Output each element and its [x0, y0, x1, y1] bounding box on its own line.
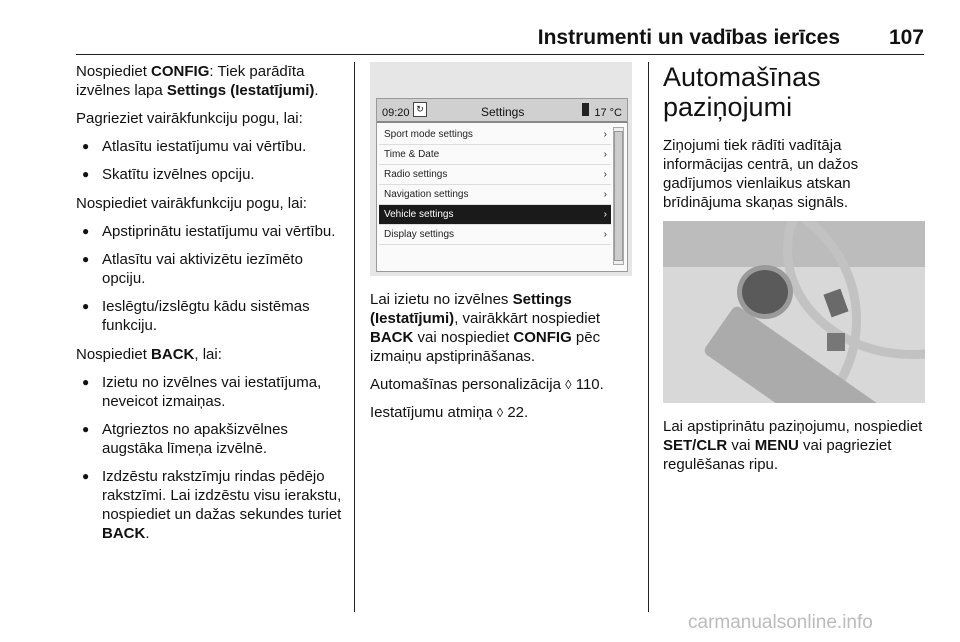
paragraph: Pagrieziet vairākfunkciju pogu, lai:: [76, 110, 303, 127]
screen-title: Settings: [481, 105, 525, 119]
menu-scrollbar: [613, 127, 624, 265]
list-item: ● Atlasītu iestatījumu vai vērtību.: [76, 137, 346, 156]
list-item: ● Apstiprinātu iestatījumu vai vērtību.: [76, 222, 346, 241]
menu-item-radio: Radio settings ›: [379, 165, 611, 185]
paragraph: Lai apstiprinātu paziņojumu, nospiediet SET/CLR vai MENU vai pagrieziet regulēšanas ripu.: [663, 418, 923, 473]
chevron-right-icon: ›: [603, 149, 607, 160]
key-config: CONFIG: [151, 63, 210, 80]
list-item: ● Atlasītu vai aktivizētu iezīmēto opciju.: [76, 250, 346, 288]
paragraph: Nospiediet CONFIG: Tiek parādīta izvēlnes lapa Settings (Iestatījumi).: [76, 63, 319, 99]
key-back: BACK: [102, 525, 146, 542]
list-item: ● Izdzēstu rakstzīmju rindas pēdējo rakstzīmi. Lai izdzēstu visu ierakstu, nospiediet un dažas sekundes turiet BACK.: [76, 467, 346, 543]
chevron-right-icon: ›: [603, 229, 607, 240]
column-divider: [354, 62, 355, 612]
screen-status-bar: [377, 99, 627, 123]
refresh-icon: ↻: [413, 102, 427, 117]
cross-reference: Automašīnas personalizācija ◊ 110.: [370, 376, 604, 393]
menu-name: Settings (Iestatījumi): [166, 82, 315, 99]
chevron-right-icon: ›: [603, 129, 607, 140]
chevron-right-icon: ›: [603, 169, 607, 180]
menu-item-navigation: Navigation settings ›: [379, 185, 611, 205]
menu-item-sport-mode: Sport mode settings ›: [379, 125, 611, 145]
reference-arrow-icon: ◊: [565, 377, 572, 392]
stalk-knob: [737, 265, 793, 319]
temperature: 17 °C: [594, 107, 622, 119]
bullet-list: [76, 373, 346, 543]
menu-item-display: Display settings ›: [379, 225, 611, 245]
settings-menu: [379, 125, 611, 245]
header-title: Instrumenti un vadības ierīces: [537, 26, 840, 49]
paragraph: Ziņojumi tiek rādīti vadītāja informācijas centrā, un dažos gadījumos vienlaikus atskan brīdinājuma skaņas signāls.: [663, 137, 859, 211]
chevron-right-icon: ›: [603, 189, 607, 200]
page-number: 107: [888, 26, 924, 49]
cross-reference: Iestatījumu atmiņa ◊ 22.: [370, 404, 529, 421]
page-header: [76, 26, 924, 50]
bullet-list: [76, 222, 346, 335]
stalk-button: [827, 333, 845, 351]
settings-screen-illustration: [370, 62, 632, 276]
bullet-list: [76, 137, 346, 184]
header-rule: [76, 54, 924, 55]
chevron-right-icon: ›: [603, 209, 607, 220]
list-item: ● Ieslēgtu/izslēgtu kādu sistēmas funkciju.: [76, 297, 346, 335]
list-item: ● Izietu no izvēlnes vai iestatījuma, neveicot izmaiņas.: [76, 373, 346, 411]
stalk-photo-illustration: [663, 221, 925, 403]
column-divider: [648, 62, 649, 612]
paragraph: Nospiediet BACK, lai:: [76, 346, 222, 363]
scrollbar-thumb: [614, 131, 623, 261]
watermark: carmanualsonline.info: [688, 612, 873, 633]
reference-arrow-icon: ◊: [496, 405, 504, 420]
column-right: [663, 62, 925, 483]
display-screen: [376, 98, 628, 272]
paragraph: Nospiediet vairākfunkciju pogu, lai:: [76, 195, 307, 212]
column-left: [76, 62, 346, 553]
column-middle: [370, 62, 640, 431]
menu-item-time-date: Time & Date ›: [379, 145, 611, 165]
key-back: BACK: [151, 346, 195, 363]
list-item: ● Atgrieztos no apakšizvēlnes augstāka līmeņa izvēlnē.: [76, 420, 346, 458]
list-item: ● Skatītu izvēlnes opciju.: [76, 165, 346, 184]
menu-item-vehicle: Vehicle settings ›: [379, 205, 611, 225]
phone-icon: [582, 103, 589, 116]
section-heading: Automašīnas paziņojumi: [663, 62, 821, 122]
paragraph: Lai izietu no izvēlnes Settings (Iestatījumi), vairākkārt nospiediet BACK vai nospiediet CONFIG pēc izmaiņu apstiprināšanas.: [370, 291, 601, 365]
clock: 09:20: [382, 107, 410, 119]
